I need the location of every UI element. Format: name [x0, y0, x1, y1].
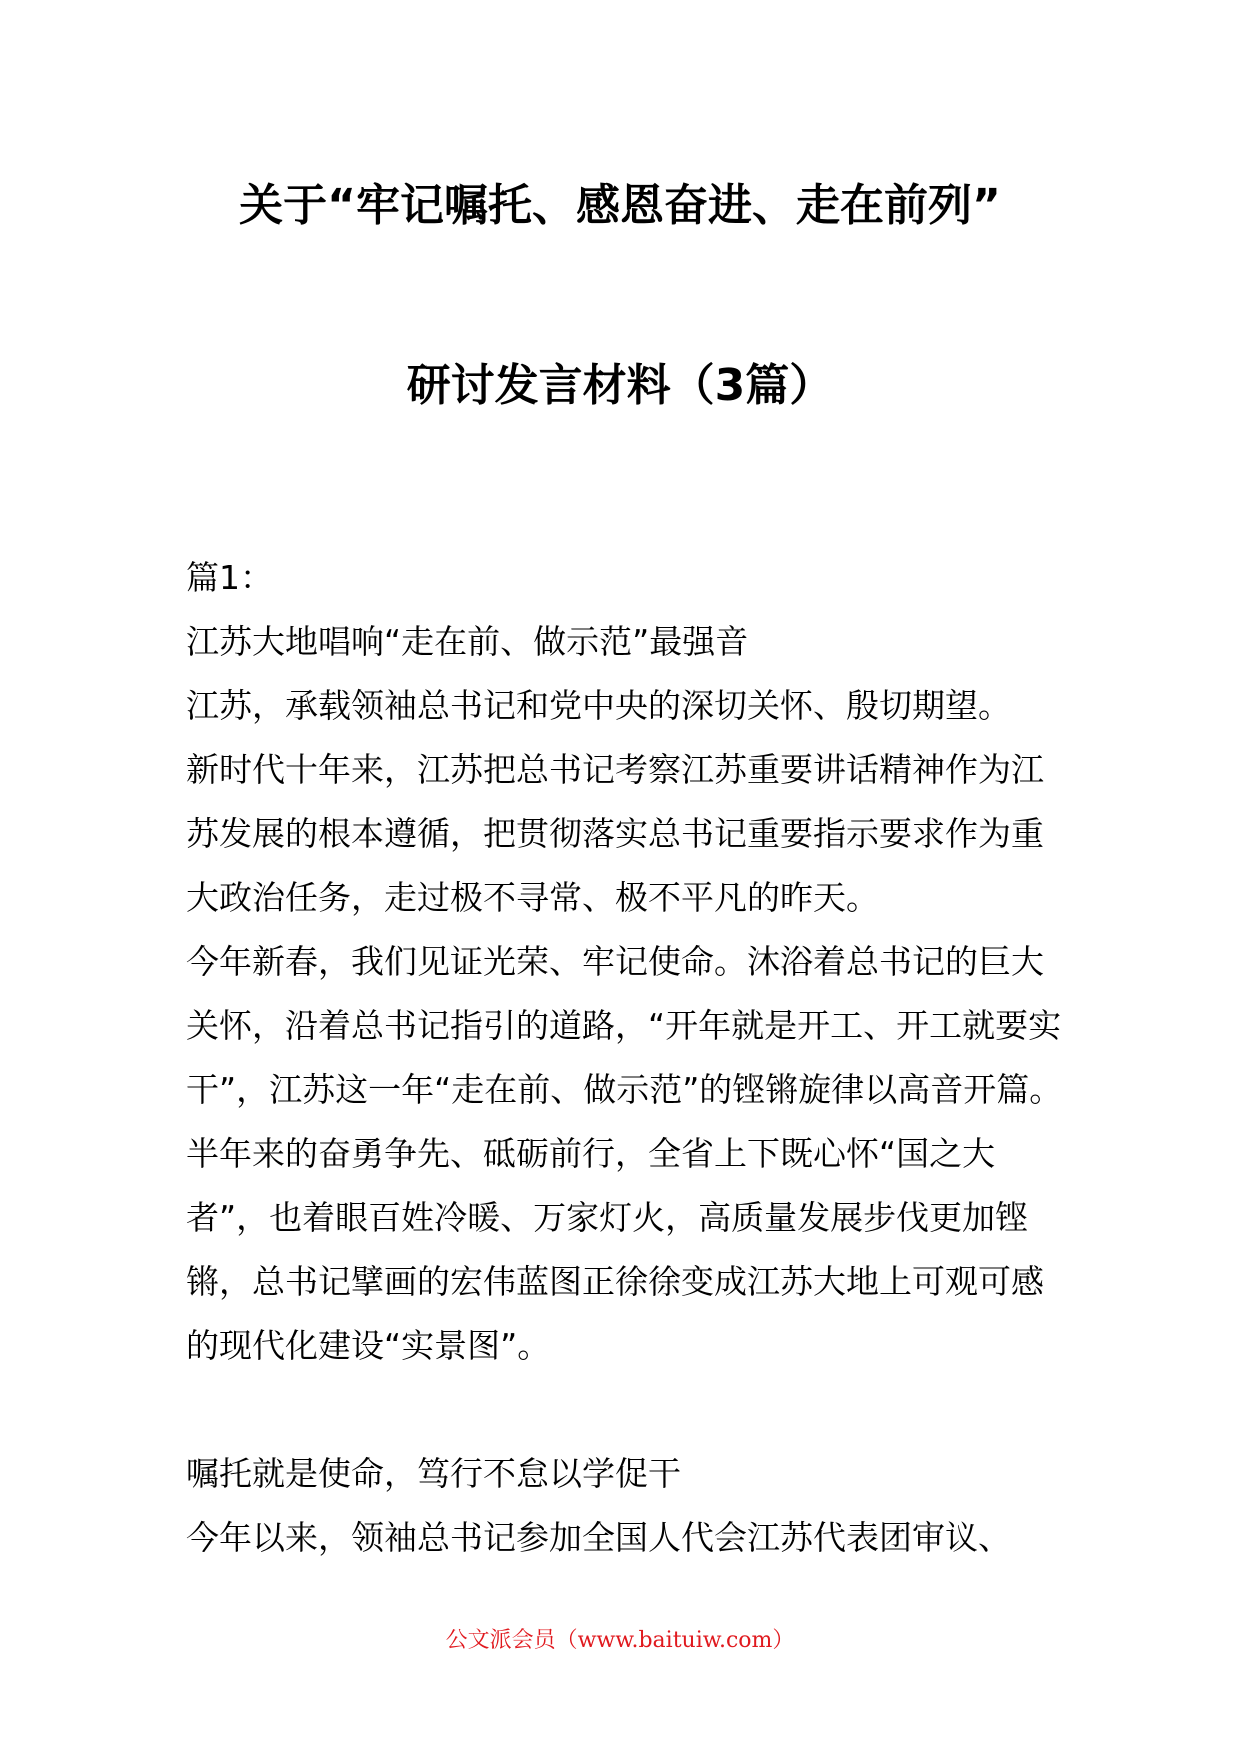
body-paragraph: 新时代十年来，江苏把总书记考察江苏重要讲话精神作为江苏发展的根本遵循，把贯彻落实总书记重要指示要求作为重大政治任务，走过极不寻常、极不平凡的昨天。	[186, 750, 1044, 917]
document-title-line-2: 研讨发言材料（3篇）	[406, 360, 834, 411]
body-paragraph: 江苏，承载领袖总书记和党中央的深切关怀、殷切期望。	[186, 686, 1011, 725]
footer-watermark: 公文派会员（www.baituiw.com）	[445, 1628, 795, 1653]
section-label: 篇1：	[186, 558, 273, 597]
document-title-line-1: 关于“牢记嘱托、感恩奋进、走在前列”	[239, 180, 1001, 231]
body-paragraph: 今年以来，领袖总书记参加全国人代会江苏代表团审议、	[186, 1518, 1011, 1557]
section-heading: 嘱托就是使命，笃行不怠以学促干	[186, 1454, 681, 1493]
body-paragraph: 今年新春，我们见证光荣、牢记使命。沐浴着总书记的巨大关怀，沿着总书记指引的道路，“开年就是开工、开工就要实干”，江苏这一年“走在前、做示范”的铿锵旋律以高音开篇。半年来的奋勇争先、砥砺前行，全省上下既心怀“国之大者”，也着眼百姓冷暖、万家灯火，高质量发展步伐更加铿锵，总书记擘画的宏伟蓝图正徐徐变成江苏大地上可观可感的现代化建设“实景图”。	[186, 942, 1063, 1365]
section-heading: 江苏大地唱响“走在前、做示范”最强音	[186, 622, 749, 661]
paragraph-spacer	[186, 1378, 1066, 1442]
document-body	[186, 546, 1066, 1570]
